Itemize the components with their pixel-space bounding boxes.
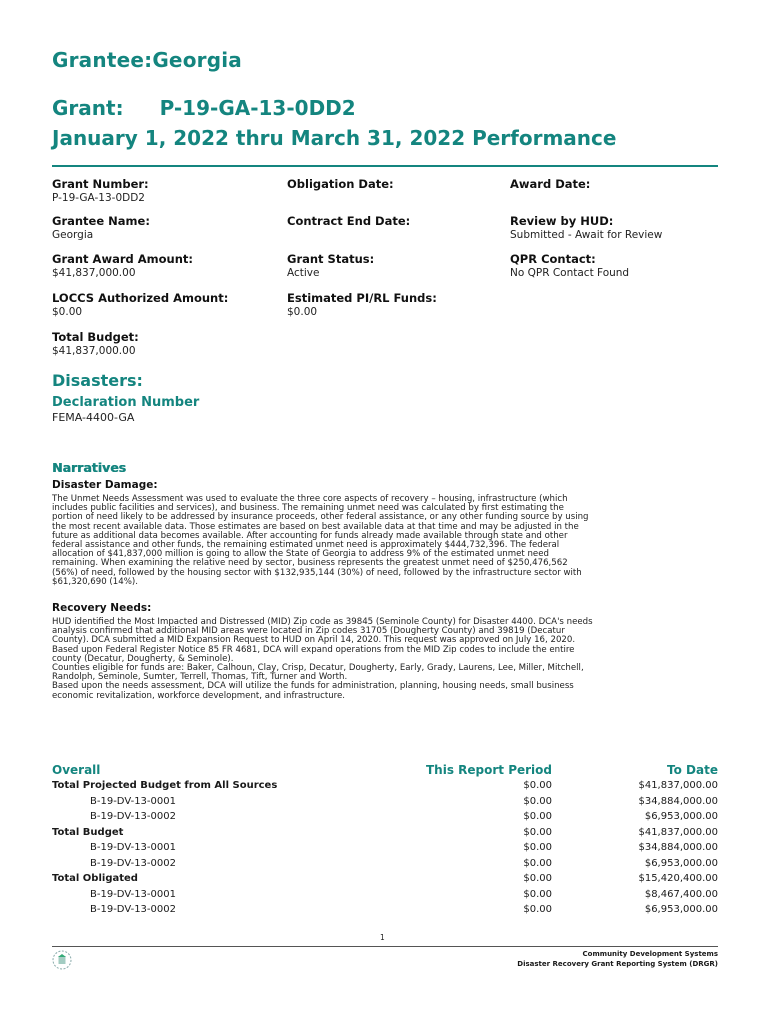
text-line: county (Decatur, Dougherty, & Seminole). xyxy=(52,653,234,664)
grantee-name-value: Georgia xyxy=(52,229,94,241)
grantee-name-label: Grantee Name: xyxy=(52,214,150,228)
row-this-period: $0.00 xyxy=(523,857,552,869)
row-this-period: $0.00 xyxy=(523,826,552,838)
text-line: Based upon Federal Register Notice 85 FR 4681, DCA will expand operations from the MID Zip codes to include the entire xyxy=(52,644,575,655)
row-to-date: $8,467,400.00 xyxy=(644,888,718,900)
table-header xyxy=(52,763,718,780)
row-this-period: $0.00 xyxy=(523,873,552,884)
header-to-date: To Date xyxy=(667,763,718,777)
text-line: $61,320,690 (14%). xyxy=(52,576,138,587)
grant-status-label: Grant Status: xyxy=(287,252,375,266)
footer-text xyxy=(517,950,718,969)
text-line: remaining. When examining the relative need by sector, business represents the greatest unmet need of $250,476,562 xyxy=(52,558,568,569)
row-label: B-19-DV-13-0002 xyxy=(90,811,176,822)
text-line: allocation of $41,837,000 million is going to allow the State of Georgia to address 9% of the estimated unmet need xyxy=(52,549,549,560)
text-line: HUD identified the Most Impacted and Distressed (MID) Zip code as 39845 (Seminole County) for Disaster 4400. DCA's needs xyxy=(52,617,593,627)
disasters-heading: Disasters: xyxy=(52,371,143,390)
grant-label: Grant: xyxy=(52,96,124,120)
declaration-value: FEMA-4400-GA xyxy=(52,411,135,424)
row-label: Total Obligated xyxy=(52,873,138,884)
row-this-period: $0.00 xyxy=(523,795,552,807)
text-line: includes public facilities and services), and business. The remaining unmet need was calculated by first estimating the xyxy=(52,503,564,514)
grantee-label: Grantee: xyxy=(52,48,153,72)
estimated-pirl-label: Estimated PI/RL Funds: xyxy=(287,291,437,305)
table-row xyxy=(52,780,718,796)
grant-status-value: Active xyxy=(287,267,320,279)
grant-award-amount-label: Grant Award Amount: xyxy=(52,252,194,266)
row-this-period: $0.00 xyxy=(523,888,552,900)
grant-value: P-19-GA-13-0DD2 xyxy=(159,96,356,120)
text-line: The Unmet Needs Assessment was used to evaluate the three core aspects of recovery – housing, infrastructure (which xyxy=(52,494,568,504)
recovery-needs-text xyxy=(52,618,712,701)
row-label: Total Projected Budget from All Sources xyxy=(52,780,278,791)
grant-heading xyxy=(52,96,356,120)
grant-number-label: Grant Number: xyxy=(52,177,149,191)
row-this-period: $0.00 xyxy=(523,811,552,822)
qpr-contact-value: No QPR Contact Found xyxy=(510,267,630,279)
footer-divider xyxy=(52,946,718,947)
overall-table xyxy=(52,763,718,920)
text-line: analysis confirmed that additional MID areas were located in Zip codes 31705 (Dougherty County) and 39819 (Decatur xyxy=(52,626,565,637)
row-label: B-19-DV-13-0002 xyxy=(90,857,176,869)
row-label: B-19-DV-13-0001 xyxy=(90,842,176,853)
loccs-authorized-value: $0.00 xyxy=(52,306,83,318)
loccs-authorized-label: LOCCS Authorized Amount: xyxy=(52,291,229,305)
text-line: (56%) of need, followed by the housing sector with $132,935,144 (30%) of need, followed by the infrastructure sector with xyxy=(52,567,582,578)
row-to-date: $34,884,000.00 xyxy=(638,842,718,853)
estimated-pirl-value: $0.00 xyxy=(287,306,318,318)
table-row xyxy=(52,811,718,827)
page-number: 1 xyxy=(380,933,385,942)
row-to-date: $6,953,000.00 xyxy=(644,811,718,822)
header-divider xyxy=(52,165,718,167)
text-line: portion of need likely to be addressed by insurance proceeds, other federal assistance, or any other funding source by using xyxy=(52,512,589,523)
obligation-date-label: Obligation Date: xyxy=(287,177,394,191)
row-to-date: $6,953,000.00 xyxy=(644,904,718,915)
grant-award-amount-value: $41,837,000.00 xyxy=(52,267,136,279)
row-this-period: $0.00 xyxy=(523,904,552,915)
row-to-date: $6,953,000.00 xyxy=(644,857,718,869)
narratives-heading: Narratives xyxy=(52,460,126,475)
text-line: Randolph, Seminole, Sumter, Terrell, Thomas, Tift, Turner and Worth. xyxy=(52,672,348,683)
table-row xyxy=(52,796,718,812)
table-row xyxy=(52,827,718,843)
row-to-date: $15,420,400.00 xyxy=(638,873,718,884)
text-line: the most recent available data. Those estimates are based on best available data at that time and may be adjusted in the xyxy=(52,521,579,532)
text-line: economic revitalization, workforce development, and infrastructure. xyxy=(52,690,346,701)
grantee-heading xyxy=(52,48,242,72)
text-line: County). DCA submitted a MID Expansion Request to HUD on April 14, 2020. This request was approved on July 16, 2020. xyxy=(52,635,576,646)
disaster-damage-text xyxy=(52,495,712,587)
award-date-label: Award Date: xyxy=(510,177,591,191)
row-to-date: $34,884,000.00 xyxy=(638,795,718,807)
grantee-value: Georgia xyxy=(152,48,242,72)
hud-logo-icon xyxy=(52,950,72,970)
table-row xyxy=(52,904,718,920)
header-overall: Overall xyxy=(52,763,101,777)
row-this-period: $0.00 xyxy=(523,842,552,853)
footer-line-2: Disaster Recovery Grant Reporting System (DRGR) xyxy=(517,959,718,968)
review-by-hud-value: Submitted - Await for Review xyxy=(510,229,663,241)
table-row xyxy=(52,842,718,858)
performance-period: January 1, 2022 thru March 31, 2022 Performance xyxy=(52,126,617,150)
recovery-needs-heading: Recovery Needs: xyxy=(52,602,152,614)
text-line: Based upon the needs assessment, DCA will utilize the funds for administration, planning, housing needs, small business xyxy=(52,681,574,692)
row-label: B-19-DV-13-0001 xyxy=(90,888,176,900)
declaration-heading: Declaration Number xyxy=(52,395,200,410)
total-budget-label: Total Budget: xyxy=(52,330,139,344)
footer-line-1: Community Development Systems xyxy=(582,950,718,958)
review-by-hud-label: Review by HUD: xyxy=(510,214,614,228)
text-line: Counties eligible for funds are: Baker, Calhoun, Clay, Crisp, Decatur, Dougherty, Early, Grady, Laurens, Lee, Miller, Mitchell, xyxy=(52,663,584,674)
disaster-damage-heading: Disaster Damage: xyxy=(52,479,158,491)
text-line: federal assistance and other funds, the remaining estimated unmet need is approximately $444,732,396. The federal xyxy=(52,540,560,551)
row-label: B-19-DV-13-0002 xyxy=(90,904,176,915)
row-label: Total Budget xyxy=(52,826,124,838)
table-row xyxy=(52,873,718,889)
header-this-period: This Report Period xyxy=(425,763,552,777)
total-budget-value: $41,837,000.00 xyxy=(52,345,136,357)
table-row xyxy=(52,889,718,905)
contract-end-date-label: Contract End Date: xyxy=(287,214,411,228)
table-row xyxy=(52,858,718,874)
row-this-period: $0.00 xyxy=(523,780,552,791)
qpr-contact-label: QPR Contact: xyxy=(510,252,596,266)
row-to-date: $41,837,000.00 xyxy=(638,826,718,838)
row-label: B-19-DV-13-0001 xyxy=(90,795,176,807)
text-line: future as additional data becomes available. After accounting for funds already made available through state and other xyxy=(52,530,568,541)
row-to-date: $41,837,000.00 xyxy=(638,780,718,791)
table-body xyxy=(52,780,718,920)
grant-number-value: P-19-GA-13-0DD2 xyxy=(52,192,145,204)
